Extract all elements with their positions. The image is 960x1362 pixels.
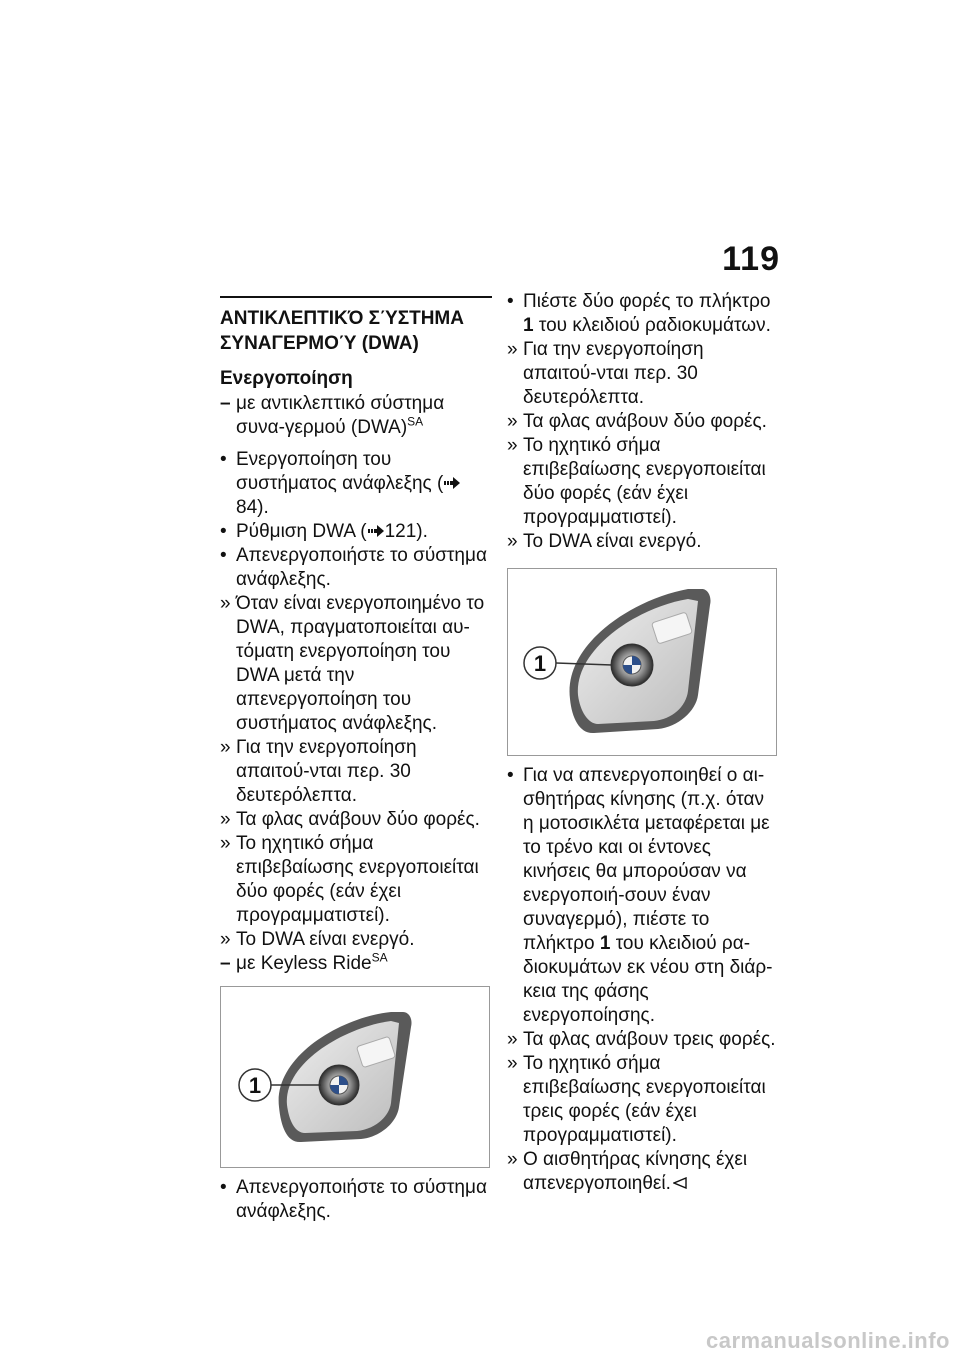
step-text-pre: Για να απενεργοποιηθεί ο αι-σθητήρας κίνησης (π.χ. όταν η μοτοσικλέτα μεταφέρεται με το τρένο και οι έντονες κινήσεις θα μπορούσαν να ενεργοποιή-σουν έναν συναγερμό), πιέστε το πλήκτρο (523, 765, 770, 954)
section-title-line1: ΑΝΤΙΚΛΕΠΤΙΚΌ ΣΎΣΤΗΜΑ (220, 308, 464, 329)
step-text: Ενεργοποίηση του συστήματος ανάφλεξης ( (236, 449, 444, 494)
list-item (507, 290, 779, 338)
result-marker: » (220, 929, 231, 950)
result-marker: » (507, 1149, 518, 1170)
result-text: Για την ενεργοποίηση απαιτού-νται περ. 30 δευτερόλεπτα. (236, 737, 417, 806)
page-reference[interactable]: 84). (236, 497, 269, 518)
result-item (507, 1148, 779, 1197)
step-text: Απενεργοποιήστε το σύστημα ανάφλεξης. (236, 1177, 487, 1222)
section-title (220, 306, 492, 356)
list-item (507, 764, 779, 1028)
result-item (507, 434, 779, 530)
section-title-line2: ΣΥΝΑΓΕΡΜΟΎ (DWA) (220, 333, 419, 354)
list-item (220, 544, 492, 592)
step-text-pre: Πιέστε δύο φορές το πλήκτρο (523, 291, 771, 312)
result-text: Το ηχητικό σήμα επιβεβαίωσης ενεργοποιείται τρεις φορές (εάν έχει προγραμματιστεί). (523, 1053, 766, 1146)
left-column (220, 290, 492, 1224)
result-text: Όταν είναι ενεργοποιημένο το DWA, πραγματοποιείται αυ-τόματη ενεργοποίηση του DWA μετά την απενεργοποίηση του συστήματος ανάφλεξης. (236, 593, 485, 734)
result-item (507, 1028, 779, 1052)
result-marker: » (507, 531, 518, 552)
page-reference[interactable]: 121). (384, 521, 428, 542)
right-column (507, 290, 779, 1197)
result-text: Τα φλας ανάβουν τρεις φορές. (523, 1029, 776, 1050)
key-fob-illustration (221, 987, 489, 1167)
step-text-post: του κλειδιού ραδιοκυμάτων. (533, 315, 771, 336)
list-item (220, 1176, 492, 1224)
key-fob-illustration (508, 569, 776, 755)
result-text: Το DWA είναι ενεργό. (236, 929, 415, 950)
callout-label: 1 (248, 1073, 262, 1098)
dash-marker: – (220, 953, 231, 974)
button-reference: 1 (599, 933, 611, 954)
result-marker: » (507, 1053, 518, 1074)
result-text: Τα φλας ανάβουν δύο φορές. (236, 809, 480, 830)
result-item (220, 736, 492, 808)
result-marker: » (507, 1029, 518, 1050)
subhead-activation: Ενεργοποίηση (220, 368, 353, 389)
step-text: Ρύθμιση DWA ( (236, 521, 367, 542)
step-text-post: του κλειδιού ρα-διοκυμάτων εκ νέου στη διάρ-κεια της φάσης ενεργοποίησης. (523, 933, 773, 1026)
result-item (220, 832, 492, 928)
result-item (220, 928, 492, 952)
result-item (507, 530, 779, 554)
page-number: 119 (722, 240, 780, 278)
result-text: Το ηχητικό σήμα επιβεβαίωσης ενεργοποιείται δύο φορές (εάν έχει προγραμματιστεί). (236, 833, 479, 926)
callout-label: 1 (533, 651, 547, 676)
list-item (220, 520, 492, 544)
result-text: Ο αισθητήρας κίνησης έχει απενεργοποιηθεί. (523, 1149, 748, 1194)
result-marker: » (220, 593, 231, 614)
arrow-right-icon (443, 472, 461, 496)
step-text: Απενεργοποιήστε το σύστημα ανάφλεξης. (236, 545, 487, 590)
key-fob-figure (507, 568, 777, 756)
result-marker: » (220, 809, 231, 830)
result-text: Το ηχητικό σήμα επιβεβαίωσης ενεργοποιείται δύο φορές (εάν έχει προγραμματιστεί). (523, 435, 766, 528)
result-text: Το DWA είναι ενεργό. (523, 531, 702, 552)
bullet-marker: • (220, 1177, 227, 1198)
watermark-text: carmanualsonline.info (706, 1328, 950, 1353)
condition-item (220, 952, 492, 976)
result-text: Τα φλας ανάβουν δύο φορές. (523, 411, 767, 432)
triangle-left-icon (671, 1176, 687, 1193)
result-item (507, 410, 779, 434)
bullet-marker: • (220, 545, 227, 566)
condition-text: με αντικλεπτικό σύστημα συνα-γερμού (DWA) (236, 393, 445, 438)
button-reference: 1 (523, 315, 534, 336)
bullet-marker: • (507, 291, 514, 312)
result-item (220, 808, 492, 832)
condition-text: με Keyless Ride (236, 953, 372, 974)
result-item (507, 1052, 779, 1148)
result-marker: » (507, 411, 518, 432)
section-rule (220, 296, 492, 298)
result-marker: » (220, 833, 231, 854)
result-item (220, 592, 492, 736)
dash-marker: – (220, 393, 231, 414)
optional-equipment-mark: SA (371, 950, 388, 965)
result-marker: » (220, 737, 231, 758)
arrow-right-icon (367, 520, 385, 544)
result-marker: » (507, 435, 518, 456)
result-text: Για την ενεργοποίηση απαιτού-νται περ. 30 δευτερόλεπτα. (523, 339, 704, 408)
key-fob-figure (220, 986, 490, 1168)
optional-equipment-mark: SA (407, 414, 424, 429)
bullet-marker: • (507, 765, 514, 786)
result-item (507, 338, 779, 410)
result-marker: » (507, 339, 518, 360)
list-item (220, 448, 492, 520)
bullet-marker: • (220, 521, 227, 542)
bullet-marker: • (220, 449, 227, 470)
condition-item (220, 392, 492, 440)
